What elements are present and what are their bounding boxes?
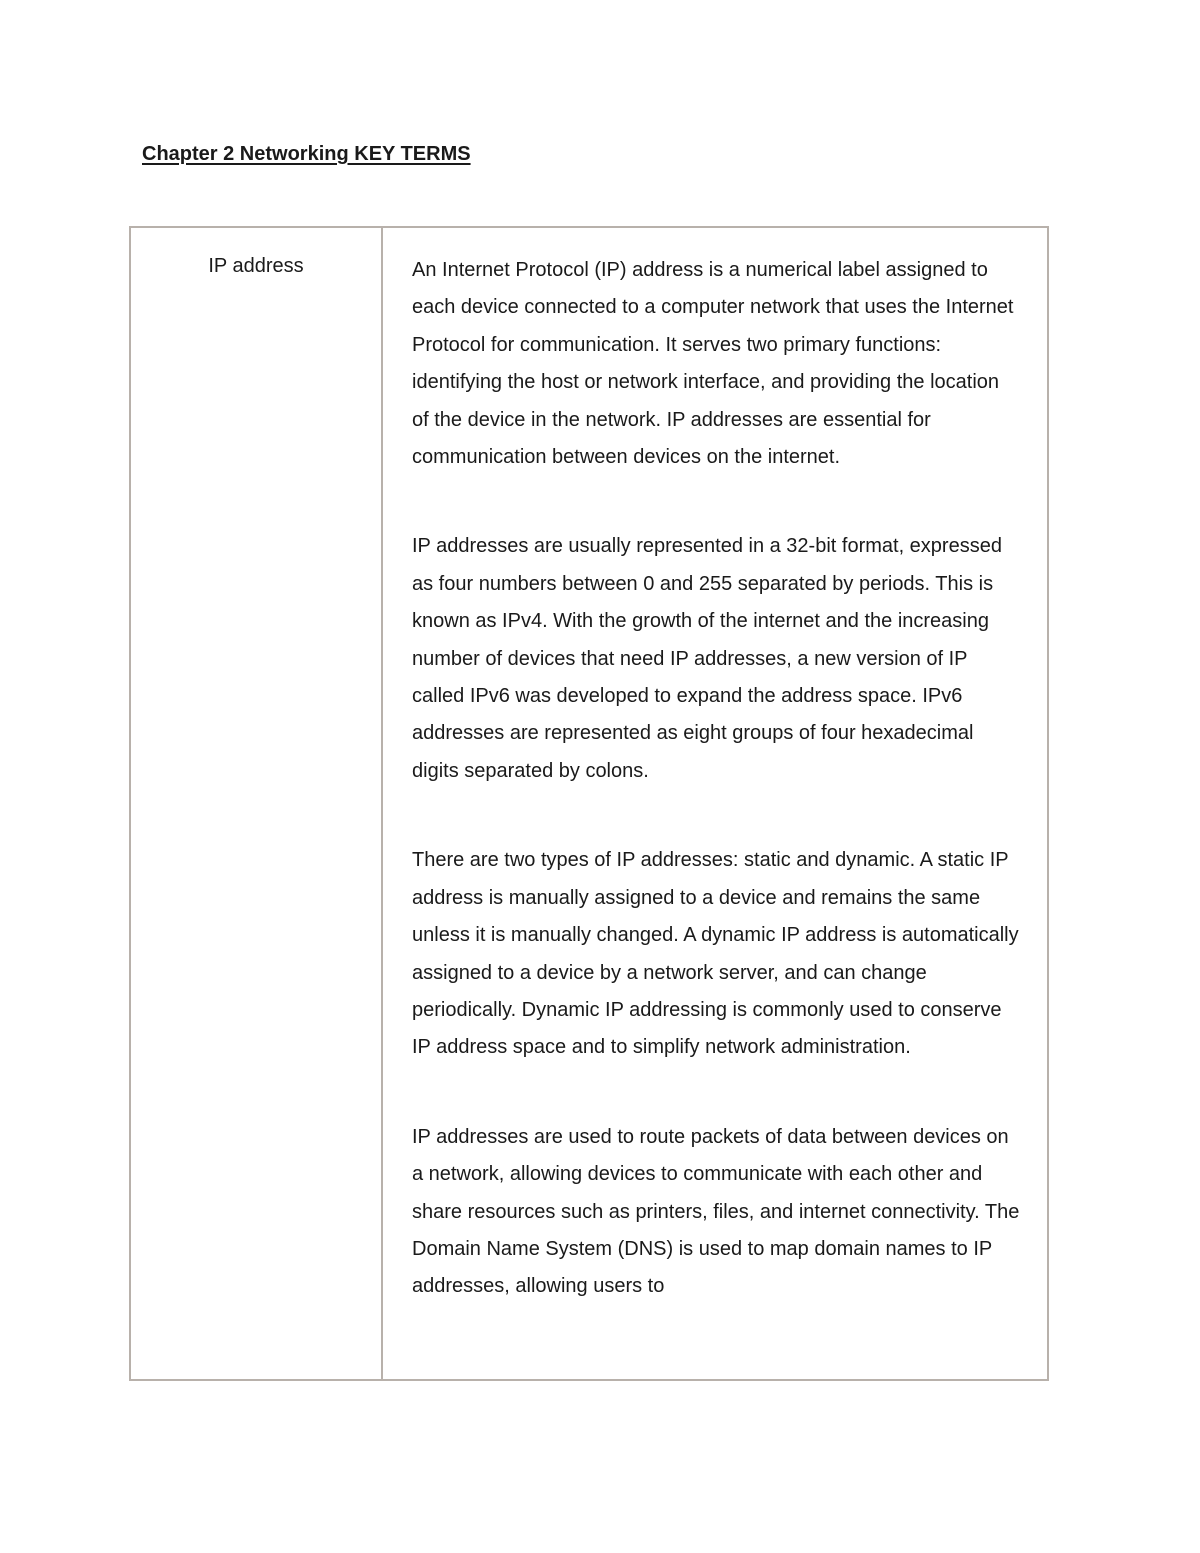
page-title: Chapter 2 Networking KEY TERMS — [142, 143, 471, 165]
term-label: IP address — [208, 255, 304, 277]
definition-paragraph-3: There are two types of IP addresses: static and dynamic. A static IP address is manually assigned to a device and remains the same unless it is manually changed. A dynamic IP address is automatically assigned to a device by a network server, and can change periodically. Dynamic IP addressing is commonly used to conserve IP address space and to simplify network administration. — [412, 849, 1019, 1059]
definition-paragraph-1: An Internet Protocol (IP) address is a numerical label assigned to each device connected to a computer network that uses the Internet Protocol for communication. It serves two primary functions: identifying the host or network interface, and providing the location of the device in the network. IP addresses are essential for communication between devices on the internet. — [412, 259, 1014, 469]
key-terms-table — [129, 226, 1049, 1381]
definition-paragraph-4: IP addresses are used to route packets of data between devices on a network, allowing devices to communicate with each other and share resources such as printers, files, and internet connectivity. The Domain Name System (DNS) is used to map domain names to IP addresses, allowing users to — [412, 1125, 1020, 1298]
term-cell — [131, 228, 383, 1379]
definition-paragraph-2: IP addresses are usually represented in a 32-bit format, expressed as four numbers between 0 and 255 separated by periods. This is known as IPv4. With the growth of the internet and the increasing number of devices that need IP addresses, a new version of IP called IPv6 was developed to expand the address space. IPv6 addresses are represented as eight groups of four hexadecimal digits separated by colons. — [412, 535, 1002, 782]
definition-cell — [383, 228, 1047, 1379]
